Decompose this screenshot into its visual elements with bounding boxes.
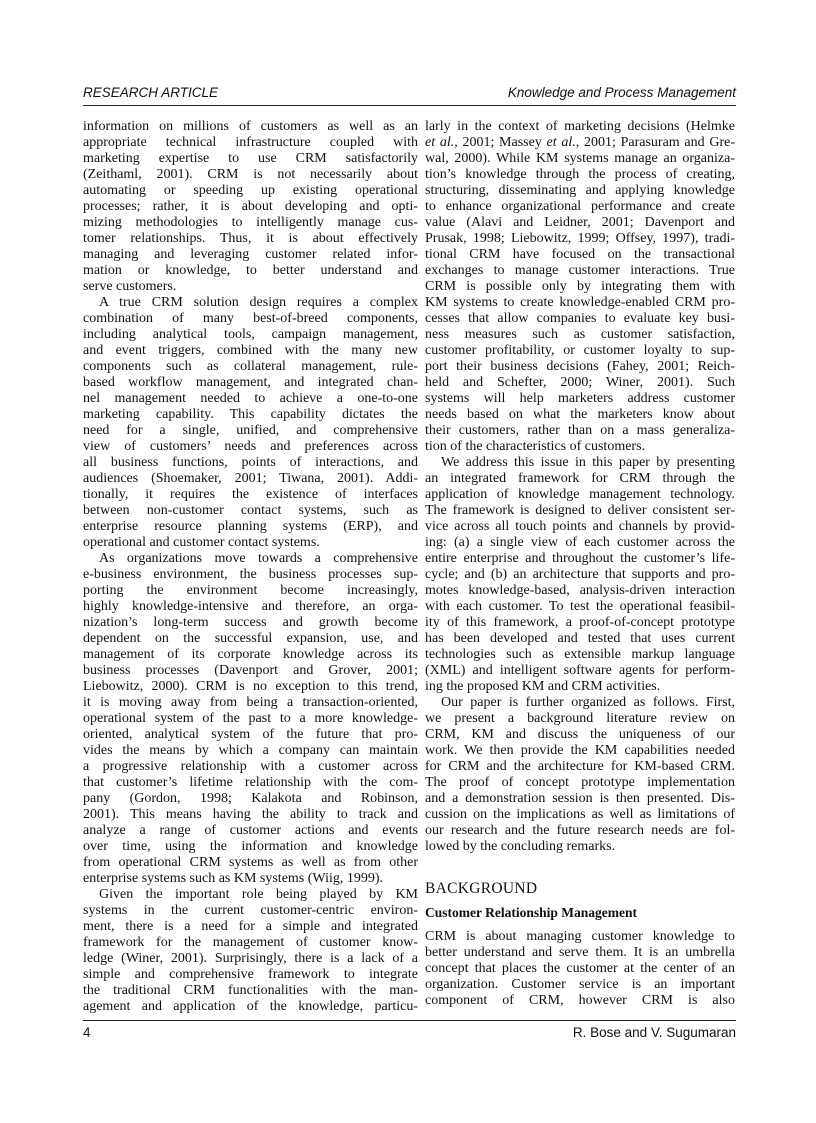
text-line: KM systems to create knowledge-enabled CRM pro-	[425, 295, 735, 310]
text-line: wal, 2000). While KM systems manage an organiza-	[425, 151, 735, 166]
text-line: systems in the current customer-centric environ-	[83, 903, 418, 918]
text-line: mation or knowledge, to better understand and	[83, 263, 418, 278]
text-line: appropriate technical infrastructure coupled with	[83, 135, 418, 150]
text-line: technologies such as extensible markup language	[425, 647, 735, 662]
text-segment: , 2001; Parasuram and Gre-	[575, 135, 735, 150]
text-line	[425, 135, 735, 151]
paragraph	[425, 455, 735, 695]
section-heading: BACKGROUND	[425, 880, 538, 897]
text-line: operational system of the past to a more knowledge-	[83, 711, 418, 726]
text-line: information on millions of customers as well as an	[83, 119, 418, 134]
text-line: ing: (a) a single view of each customer across the	[425, 535, 735, 550]
text-line: The framework is designed to deliver consistent ser-	[425, 503, 735, 518]
text-line: between non-customer contact systems, such as	[83, 503, 418, 518]
text-line: mizing methodologies to intelligently manage cus-	[83, 215, 418, 230]
text-line: Liebowitz, 2000). CRM is no exception to this trend,	[83, 679, 418, 694]
text-line: (Zeithaml, 2001). CRM is not necessarily about	[83, 167, 418, 182]
text-line: enterprise systems such as KM systems (Wiig, 1999).	[83, 871, 384, 886]
text-line: business processes (Davenport and Grover, 2001;	[83, 663, 418, 678]
italic-text: et al.	[425, 135, 455, 150]
paragraph	[83, 551, 418, 887]
text-line: managing and leveraging customer related infor-	[83, 247, 418, 262]
text-line: that customer’s lifetime relationship with the com-	[83, 775, 418, 790]
paragraph	[83, 119, 418, 295]
text-line: oriented, analytical system of the future that pro-	[83, 727, 418, 742]
text-line: tional CRM have focused on the transactional	[425, 247, 735, 262]
paragraph	[83, 295, 418, 551]
text-line: to enhance organizational performance and create	[425, 199, 735, 214]
text-line: A true CRM solution design requires a complex	[99, 295, 418, 310]
paragraph	[425, 695, 735, 855]
text-line: combination of many best-of-breed components,	[83, 311, 418, 326]
paragraph	[425, 929, 735, 1009]
text-line: ness measures such as customer satisfaction,	[425, 327, 735, 342]
text-line: entire enterprise and throughout the customer’s life-	[425, 551, 735, 566]
text-line: concept that places the customer at the center of an	[425, 961, 735, 976]
text-line: organization. Customer service is an important	[425, 977, 735, 992]
text-line: work. We then provide the KM capabilities needed	[425, 743, 735, 758]
paragraph	[83, 887, 418, 1015]
text-line: CRM is about managing customer knowledge to	[425, 929, 735, 944]
text-line: value (Alavi and Leidner, 2001; Davenport and	[425, 215, 735, 230]
text-line: The proof of concept prototype implementation	[425, 775, 735, 790]
text-line: enterprise resource planning systems (ERP), and	[83, 519, 418, 534]
text-line: ment, there is a need for a simple and integrated	[83, 919, 418, 934]
text-line: better understand and serve them. It is an umbrella	[425, 945, 735, 960]
text-line: management of its corporate knowledge across its	[83, 647, 418, 662]
running-header-journal: Knowledge and Process Management	[507, 85, 736, 100]
text-line: tomer relationships. Thus, it is about effectively	[83, 231, 418, 246]
left-column	[83, 119, 418, 1015]
text-line: audiences (Shoemaker, 2001; Tiwana, 2001). Addi-	[83, 471, 418, 486]
text-line: need for a single, unified, and comprehensive	[83, 423, 418, 438]
text-line: ing the proposed KM and CRM activities.	[425, 679, 661, 694]
text-line: highly knowledge-intensive and therefore, an orga-	[83, 599, 418, 614]
text-line: it is moving away from being a transaction-oriented,	[83, 695, 418, 710]
text-line: cesses that allow companies to evaluate key busi-	[425, 311, 735, 326]
text-line: (XML) and intelligent software agents for perform-	[425, 663, 735, 678]
text-line: serve customers.	[83, 279, 177, 294]
text-line: Our paper is further organized as follows. First,	[441, 695, 735, 710]
text-line: over time, using the information and knowledge	[83, 839, 418, 854]
text-line: port their business decisions (Fahey, 2001; Reich-	[425, 359, 735, 374]
text-line: tion of the characteristics of customers.	[425, 439, 646, 454]
text-line: agement and application of the knowledge, particu-	[83, 999, 418, 1014]
text-line: our research and the future research needs are fol-	[425, 823, 735, 838]
text-line: pany (Gordon, 1998; Kalakota and Robinson,	[83, 791, 418, 806]
text-line: framework for the management of customer know-	[83, 935, 418, 950]
text-line: ity of this framework, a proof-of-concept prototype	[425, 615, 735, 630]
text-line: with each customer. To test the operational feasibil-	[425, 599, 735, 614]
text-line: analyze a range of customer actions and events	[83, 823, 418, 838]
text-line: application of knowledge management technology.	[425, 487, 735, 502]
text-line: component of CRM, however CRM is also	[425, 993, 735, 1008]
text-segment: , 2001; Massey	[454, 135, 547, 150]
paragraph	[425, 119, 735, 455]
text-line: nel management needed to achieve a one-to-one	[83, 391, 418, 406]
text-line: simple and comprehensive framework to integrate	[83, 967, 418, 982]
footer-authors: R. Bose and V. Sugumaran	[572, 1025, 736, 1040]
text-line: e-business environment, the business processes sup-	[83, 567, 418, 582]
text-line: and a demonstration session is then presented. Dis-	[425, 791, 735, 806]
text-line: components such as collateral management, rule-	[83, 359, 418, 374]
right-column	[425, 119, 735, 855]
text-line: automating or speeding up existing operational	[83, 183, 418, 198]
text-line: based workflow management, and integrated chan-	[83, 375, 418, 390]
text-line: systems will help marketers address customer	[425, 391, 735, 406]
text-line: porting the environment become increasingly,	[83, 583, 418, 598]
page-number: 4	[83, 1025, 91, 1040]
text-line: motes knowledge-based, analysis-driven interaction	[425, 583, 735, 598]
text-line: larly in the context of marketing decisions (Helmke	[425, 119, 735, 134]
text-line: view of customers’ needs and preferences across	[83, 439, 418, 454]
text-line: has been developed and tested that uses current	[425, 631, 735, 646]
text-line: marketing capability. This capability dictates the	[83, 407, 418, 422]
text-line: needs based on what the marketers know about	[425, 407, 735, 422]
text-line: a progressive relationship with a customer across	[83, 759, 418, 774]
text-line: from operational CRM systems as well as from other	[83, 855, 418, 870]
text-line: the traditional CRM functionalities with the man-	[83, 983, 418, 998]
text-line: vides the means by which a company can maintain	[83, 743, 418, 758]
text-line: dependent on the successful expansion, use, and	[83, 631, 418, 646]
text-line: exchanges to manage customer interactions. True	[425, 263, 735, 278]
text-line: held and Schefter, 2000; Winer, 2001). Such	[425, 375, 735, 390]
text-line: tionally, it requires the existence of interfaces	[83, 487, 418, 502]
text-line: for CRM and the architecture for KM-based CRM.	[425, 759, 735, 774]
text-line: customer profitability, or customer loyalty to sup-	[425, 343, 735, 358]
text-line: 2001). This means having the ability to track and	[83, 807, 418, 822]
text-line: all business functions, points of interactions, and	[83, 455, 418, 470]
text-line: cycle; and (b) an architecture that supports and pro-	[425, 567, 735, 582]
text-line: including analytical tools, campaign management,	[83, 327, 418, 342]
text-line: nization’s long-term success and growth become	[83, 615, 418, 630]
text-line: tion’s knowledge through the process of creating,	[425, 167, 735, 182]
text-line: CRM is possible only by integrating them with	[425, 279, 735, 294]
text-line: we present a background literature review on	[425, 711, 735, 726]
text-line: As organizations move towards a comprehensive	[99, 551, 418, 566]
footer-rule	[83, 1020, 736, 1021]
subsection-heading: Customer Relationship Management	[425, 905, 637, 920]
text-line: processes; rather, it is about developing and opti-	[83, 199, 418, 214]
text-line: Given the important role being played by KM	[99, 887, 418, 902]
text-line: lowed by the concluding remarks.	[425, 839, 616, 854]
text-line: marketing expertise to use CRM satisfactorily	[83, 151, 418, 166]
background-text	[425, 929, 735, 1009]
text-line: structuring, disseminating and applying knowledge	[425, 183, 735, 198]
running-header-section: RESEARCH ARTICLE	[83, 85, 219, 100]
italic-text: et al.	[546, 135, 576, 150]
text-line: ledge (Winer, 2001). Surprisingly, there is a lack of a	[83, 951, 418, 966]
text-line: an integrated framework for CRM through the	[425, 471, 735, 486]
text-line: cussion on the implications as well as limitations of	[425, 807, 735, 822]
text-line: and event triggers, combined with the many new	[83, 343, 418, 358]
header-rule	[83, 105, 736, 106]
text-line: CRM, KM and discuss the uniqueness of our	[425, 727, 735, 742]
text-line: Prusak, 1998; Liebowitz, 1999; Offsey, 1997), tradi-	[425, 231, 735, 246]
text-line: their customers, rather than on a mass generaliza-	[425, 423, 735, 438]
text-line: We address this issue in this paper by presenting	[441, 455, 735, 470]
text-line: vice across all touch points and channels by provid-	[425, 519, 735, 534]
text-line: operational and customer contact systems.	[83, 535, 320, 550]
